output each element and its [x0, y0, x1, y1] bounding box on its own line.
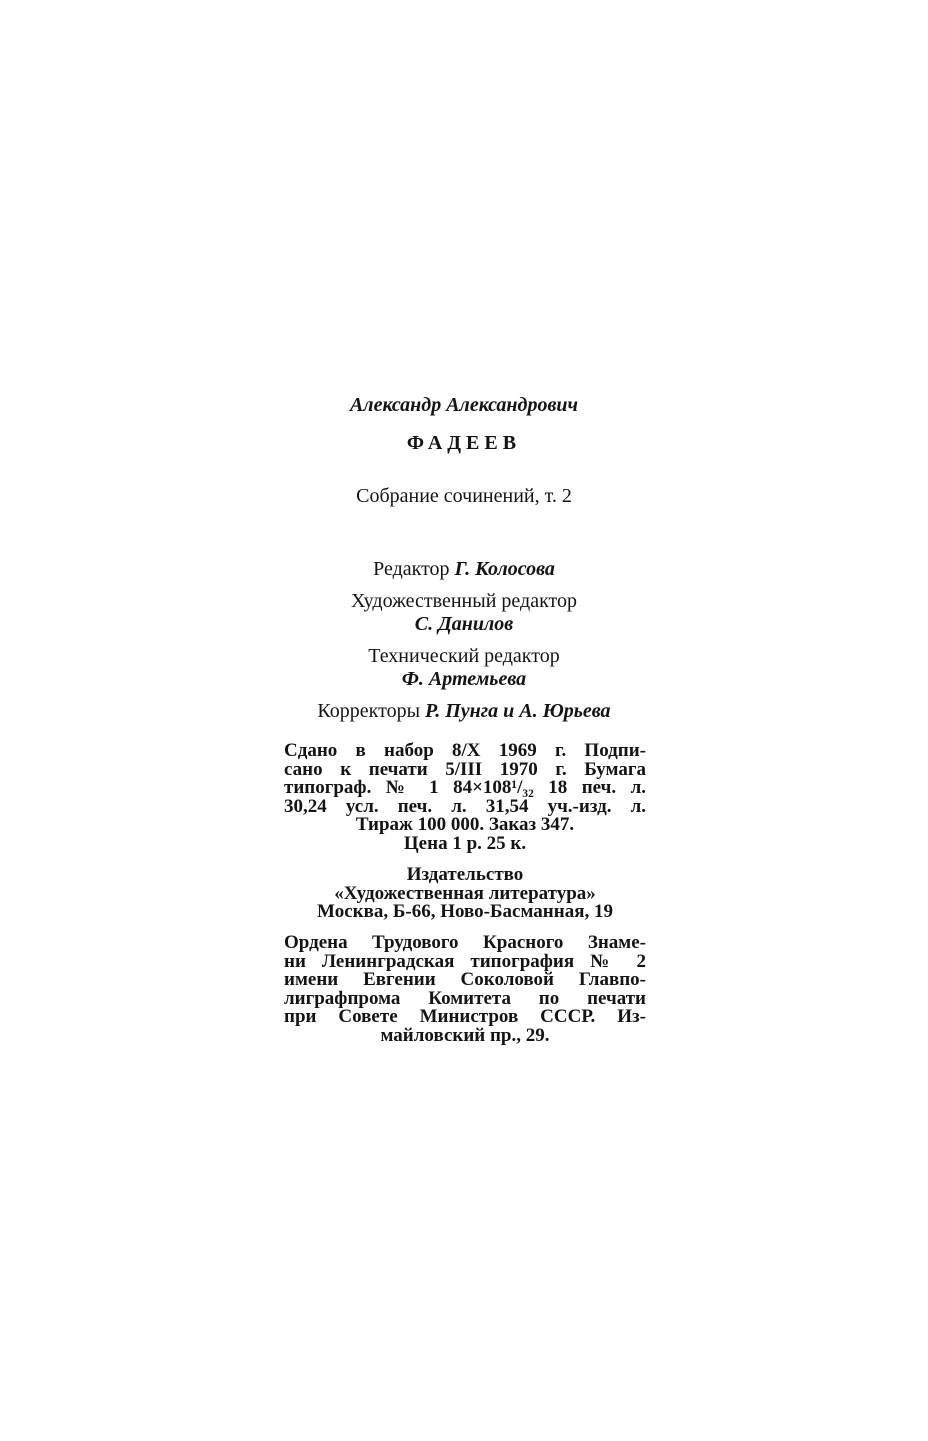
publisher-block	[284, 866, 646, 922]
printer-line: при Совете Министров СССР. Из-	[284, 1006, 646, 1027]
publisher-line: Издательство	[406, 864, 524, 885]
art-editor-label: Художественный редактор	[351, 590, 577, 612]
print-info-line: Тираж 100 000. Заказ 347.	[355, 814, 575, 835]
proofreaders-line	[0, 700, 928, 722]
tech-editor-name: Ф. Артемьева	[401, 668, 527, 690]
editor-line	[0, 558, 928, 580]
printer-line: ни Ленинградская типография № 2	[284, 950, 646, 972]
tech-editor-label: Технический редактор	[368, 645, 560, 667]
printer-line: Ордена Трудового Красного Знаме-	[284, 932, 646, 953]
print-info-line: типограф. № 1 84×108¹/₃₂ 18 печ. л.	[284, 777, 646, 798]
author-surname: ФАДЕЕВ	[406, 432, 522, 454]
print-info-line: Цена 1 р. 25 к.	[403, 832, 527, 854]
printer-line: имени Евгении Соколовой Главпо-	[284, 969, 646, 990]
proofreaders-names: Р. Пунга и А. Юрьева	[425, 700, 611, 722]
printer-line: лиграфпрома Комитета по печати	[284, 987, 646, 1009]
printer-line: майловский пр., 29.	[380, 1024, 550, 1046]
editor-label: Редактор	[373, 558, 450, 580]
book-title: Собрание сочинений, т. 2	[356, 485, 572, 507]
print-info-line: сано к печати 5/III 1970 г. Бумага	[284, 758, 646, 780]
printer-block	[284, 934, 646, 1045]
author-given-names: Александр Александрович	[349, 394, 579, 416]
editor-name: Г. Колосова	[454, 558, 555, 580]
proofreaders-label: Корректоры	[317, 700, 421, 722]
print-info-line: Сдано в набор 8/X 1969 г. Подпи-	[284, 740, 646, 761]
publisher-line: Москва, Б-66, Ново-Басманная, 19	[317, 901, 613, 922]
publisher-line: «Художественная литература»	[334, 882, 596, 904]
print-info-line: 30,24 усл. печ. л. 31,54 уч.-изд. л.	[284, 795, 646, 817]
art-editor-name: С. Данилов	[414, 613, 514, 635]
print-info-block	[284, 742, 646, 853]
